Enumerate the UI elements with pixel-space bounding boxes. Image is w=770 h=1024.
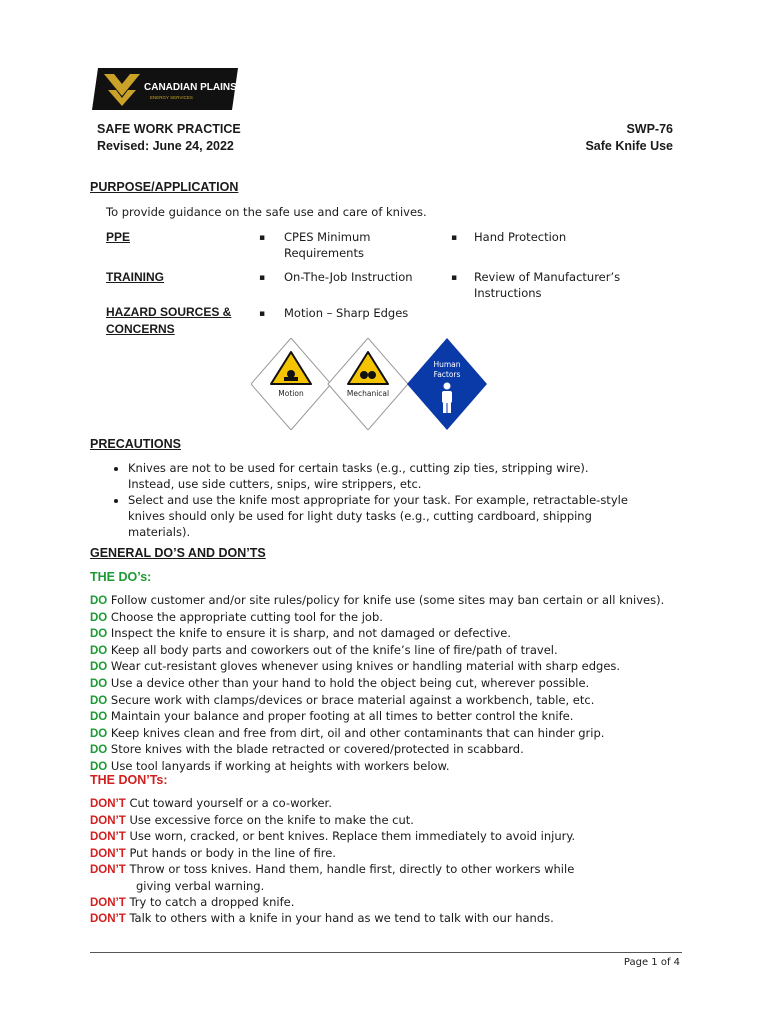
training-item-1: On-The-Job Instruction <box>284 270 413 284</box>
hazard-icons <box>251 338 487 430</box>
list-item: DO Follow customer and/or site rules/policy for knife use (some sites may ban certain or all knives). <box>90 593 665 607</box>
list-item <box>128 492 692 540</box>
motion-label: Motion <box>278 389 304 398</box>
motion-hazard-icon <box>251 338 331 430</box>
training-item-2-line1: Review of Manufacturer’s <box>474 270 621 284</box>
dos-list <box>90 593 664 776</box>
precaution-1-line2: Instead, use side cutters, snips, wire strippers, etc. <box>128 477 422 491</box>
training-item-2 <box>474 269 620 301</box>
doc-id: SWP-76 <box>626 122 673 136</box>
list-item: DO Keep all body parts and coworkers out of the knife’s line of fire/path of travel. <box>90 642 558 657</box>
footer-divider <box>90 952 682 953</box>
list-item: DO Wear cut-resistant gloves whenever using knives or handling material with sharp edges. <box>90 659 621 674</box>
human-factors-icon <box>407 338 487 430</box>
ppe-item-1-line2: Requirements <box>284 246 364 260</box>
ppe-item-1-line1: CPES Minimum <box>284 230 371 244</box>
page-number: Page 1 of 4 <box>623 957 680 968</box>
header-left <box>97 121 241 155</box>
list-item: DO Keep knives clean and free from dirt, oil and other contaminants that can hinder grip. <box>90 725 605 740</box>
doc-type: SAFE WORK PRACTICE <box>97 122 241 136</box>
precaution-1-line1: • Knives are not to be used for certain tasks (e.g., cutting zip ties, stripping wire). <box>128 461 589 475</box>
bullet-icon: ▪ <box>259 273 266 283</box>
ppe-item-2: Hand Protection <box>474 230 567 244</box>
list-item: DON’T Cut toward yourself or a co-worker. <box>90 796 332 810</box>
list-item: DON’T Try to catch a dropped knife. <box>90 894 295 909</box>
purpose-text: To provide guidance on the safe use and care of knives. <box>106 205 427 219</box>
precaution-2-line1: • Select and use the knife most appropriate for your task. For example, retractable-style <box>128 493 628 507</box>
hazard-label-line2: CONCERNS <box>106 322 175 336</box>
list-item: DO Inspect the knife to ensure it is sharp, and not damaged or defective. <box>90 626 511 641</box>
logo-tagline: ENERGY SERVICES <box>150 95 193 100</box>
donts-list <box>90 796 575 928</box>
mechanical-hazard-icon <box>328 338 408 430</box>
list-item: DON’T Use excessive force on the knife to make the cut. <box>90 812 414 827</box>
doc-title: Safe Knife Use <box>585 139 673 153</box>
bullet-icon: ▪ <box>259 233 266 243</box>
list-item: DO Secure work with clamps/devices or brace material against a workbench, table, etc. <box>90 692 595 707</box>
logo-name: CANADIAN PLAINS <box>144 82 237 93</box>
list-item: DO Use tool lanyards if working at heights with workers below. <box>90 758 450 773</box>
precaution-2-line2: knives should only be used for light duty tasks (e.g., cutting cardboard, shipping <box>128 509 592 523</box>
human-label-1: Human <box>433 360 461 369</box>
bullet-icon: ▪ <box>451 233 458 243</box>
header-right <box>585 121 673 155</box>
precautions-list <box>92 460 692 540</box>
bullet-icon: ▪ <box>259 309 266 319</box>
general-title: GENERAL DO’S AND DON’TS <box>90 546 266 560</box>
list-item-continuation: giving verbal warning. <box>136 878 265 893</box>
ppe-label: PPE <box>106 230 131 244</box>
list-item: DO Choose the appropriate cutting tool for the job. <box>90 609 383 624</box>
training-item-2-line2: Instructions <box>474 286 542 300</box>
mechanical-label: Mechanical <box>346 389 390 398</box>
human-label-2: Factors <box>433 370 461 379</box>
dos-title: THE DO’s: <box>90 570 152 584</box>
training-label: TRAINING <box>106 270 164 284</box>
precaution-2-line3: materials). <box>128 525 191 539</box>
list-item: DO Maintain your balance and proper footing at all times to better control the knife. <box>90 709 574 724</box>
list-item: DON’T Use worn, cracked, or bent knives. Replace them immediately to avoid injury. <box>90 829 576 844</box>
list-item <box>128 460 692 492</box>
hazard-item-1: Motion – Sharp Edges <box>284 306 409 320</box>
list-item: DON’T Put hands or body in the line of fire. <box>90 845 336 860</box>
bullet-icon: ▪ <box>451 273 458 283</box>
precautions-title: PRECAUTIONS <box>90 437 181 451</box>
list-item: DON’T Throw or toss knives. Hand them, handle first, directly to other workers while <box>90 862 575 877</box>
hazard-label-line1: HAZARD SOURCES & <box>106 305 232 319</box>
list-item: DO Use a device other than your hand to hold the object being cut, wherever possible. <box>90 675 590 690</box>
ppe-item-1 <box>284 229 370 261</box>
revised-date: Revised: June 24, 2022 <box>97 139 234 153</box>
company-logo <box>92 68 238 110</box>
list-item: DON’T Talk to others with a knife in your hand as we tend to talk with our hands. <box>90 911 554 926</box>
list-item: DO Store knives with the blade retracted or covered/protected in scabbard. <box>90 742 524 757</box>
purpose-title: PURPOSE/APPLICATION <box>90 180 239 194</box>
donts-title: THE DON’Ts: <box>90 773 168 787</box>
hazard-label <box>106 304 231 338</box>
